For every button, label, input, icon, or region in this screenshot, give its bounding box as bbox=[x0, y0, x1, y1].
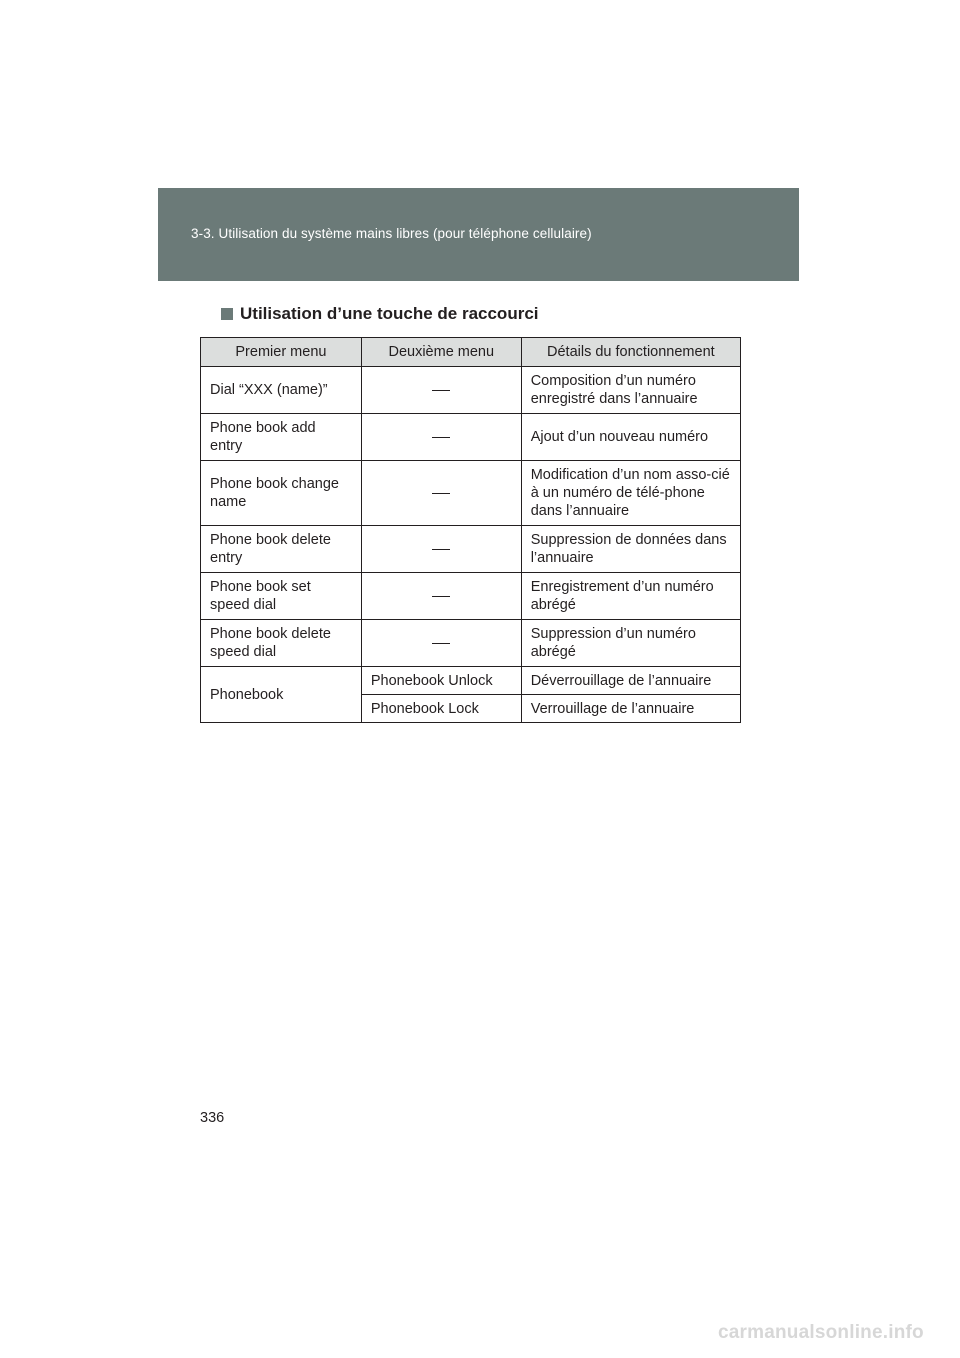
first-menu-cell: Phone book delete speed dial bbox=[201, 620, 362, 667]
em-dash-icon bbox=[432, 437, 450, 438]
header-deuxieme-menu: Deuxième menu bbox=[361, 338, 521, 367]
header-details: Détails du fonctionnement bbox=[521, 338, 740, 367]
first-menu-cell-phonebook: Phonebook bbox=[201, 667, 362, 723]
details-cell: Composition d’un numéro enregistré dans l’annuaire bbox=[521, 367, 740, 414]
first-menu-cell: Dial “XXX (name)” bbox=[201, 367, 362, 414]
em-dash-icon bbox=[432, 596, 450, 597]
first-menu-cell: Phone book add entry bbox=[201, 414, 362, 461]
em-dash-icon bbox=[432, 549, 450, 550]
table-header-row bbox=[201, 338, 741, 367]
table-row bbox=[201, 526, 741, 573]
table-row bbox=[201, 414, 741, 461]
second-menu-cell bbox=[361, 461, 521, 526]
details-cell: Enregistrement d’un numéro abrégé bbox=[521, 573, 740, 620]
table-row bbox=[201, 573, 741, 620]
details-cell: Ajout d’un nouveau numéro bbox=[521, 414, 740, 461]
chapter-breadcrumb: 3-3. Utilisation du système mains libres (pour téléphone cellulaire) bbox=[191, 226, 592, 241]
shortcut-table bbox=[200, 337, 741, 723]
first-menu-cell: Phone book set speed dial bbox=[201, 573, 362, 620]
section-title-text: Utilisation d’une touche de raccourci bbox=[240, 304, 539, 323]
second-menu-cell bbox=[361, 367, 521, 414]
second-menu-cell: Phonebook Unlock bbox=[361, 667, 521, 695]
second-menu-cell bbox=[361, 620, 521, 667]
watermark: carmanualsonline.info bbox=[718, 1322, 924, 1343]
em-dash-icon bbox=[432, 643, 450, 644]
header-premier-menu: Premier menu bbox=[201, 338, 362, 367]
details-cell: Modification d’un nom asso-cié à un numéro de télé-phone dans l’annuaire bbox=[521, 461, 740, 526]
details-cell: Déverrouillage de l’annuaire bbox=[521, 667, 740, 695]
first-menu-cell: Phone book delete entry bbox=[201, 526, 362, 573]
first-menu-cell: Phone book change name bbox=[201, 461, 362, 526]
details-cell: Suppression de données dans l’annuaire bbox=[521, 526, 740, 573]
table-row bbox=[201, 667, 741, 695]
details-cell: Suppression d’un numéro abrégé bbox=[521, 620, 740, 667]
page-number: 336 bbox=[200, 1110, 225, 1126]
second-menu-cell: Phonebook Lock bbox=[361, 695, 521, 723]
em-dash-icon bbox=[432, 390, 450, 391]
chapter-header-band bbox=[158, 188, 799, 281]
second-menu-cell bbox=[361, 573, 521, 620]
second-menu-cell bbox=[361, 414, 521, 461]
second-menu-cell bbox=[361, 526, 521, 573]
details-cell: Verrouillage de l’annuaire bbox=[521, 695, 740, 723]
table-row bbox=[201, 461, 741, 526]
square-bullet-icon bbox=[221, 308, 233, 320]
section-title bbox=[221, 304, 539, 324]
table-row bbox=[201, 620, 741, 667]
em-dash-icon bbox=[432, 493, 450, 494]
table-row bbox=[201, 367, 741, 414]
